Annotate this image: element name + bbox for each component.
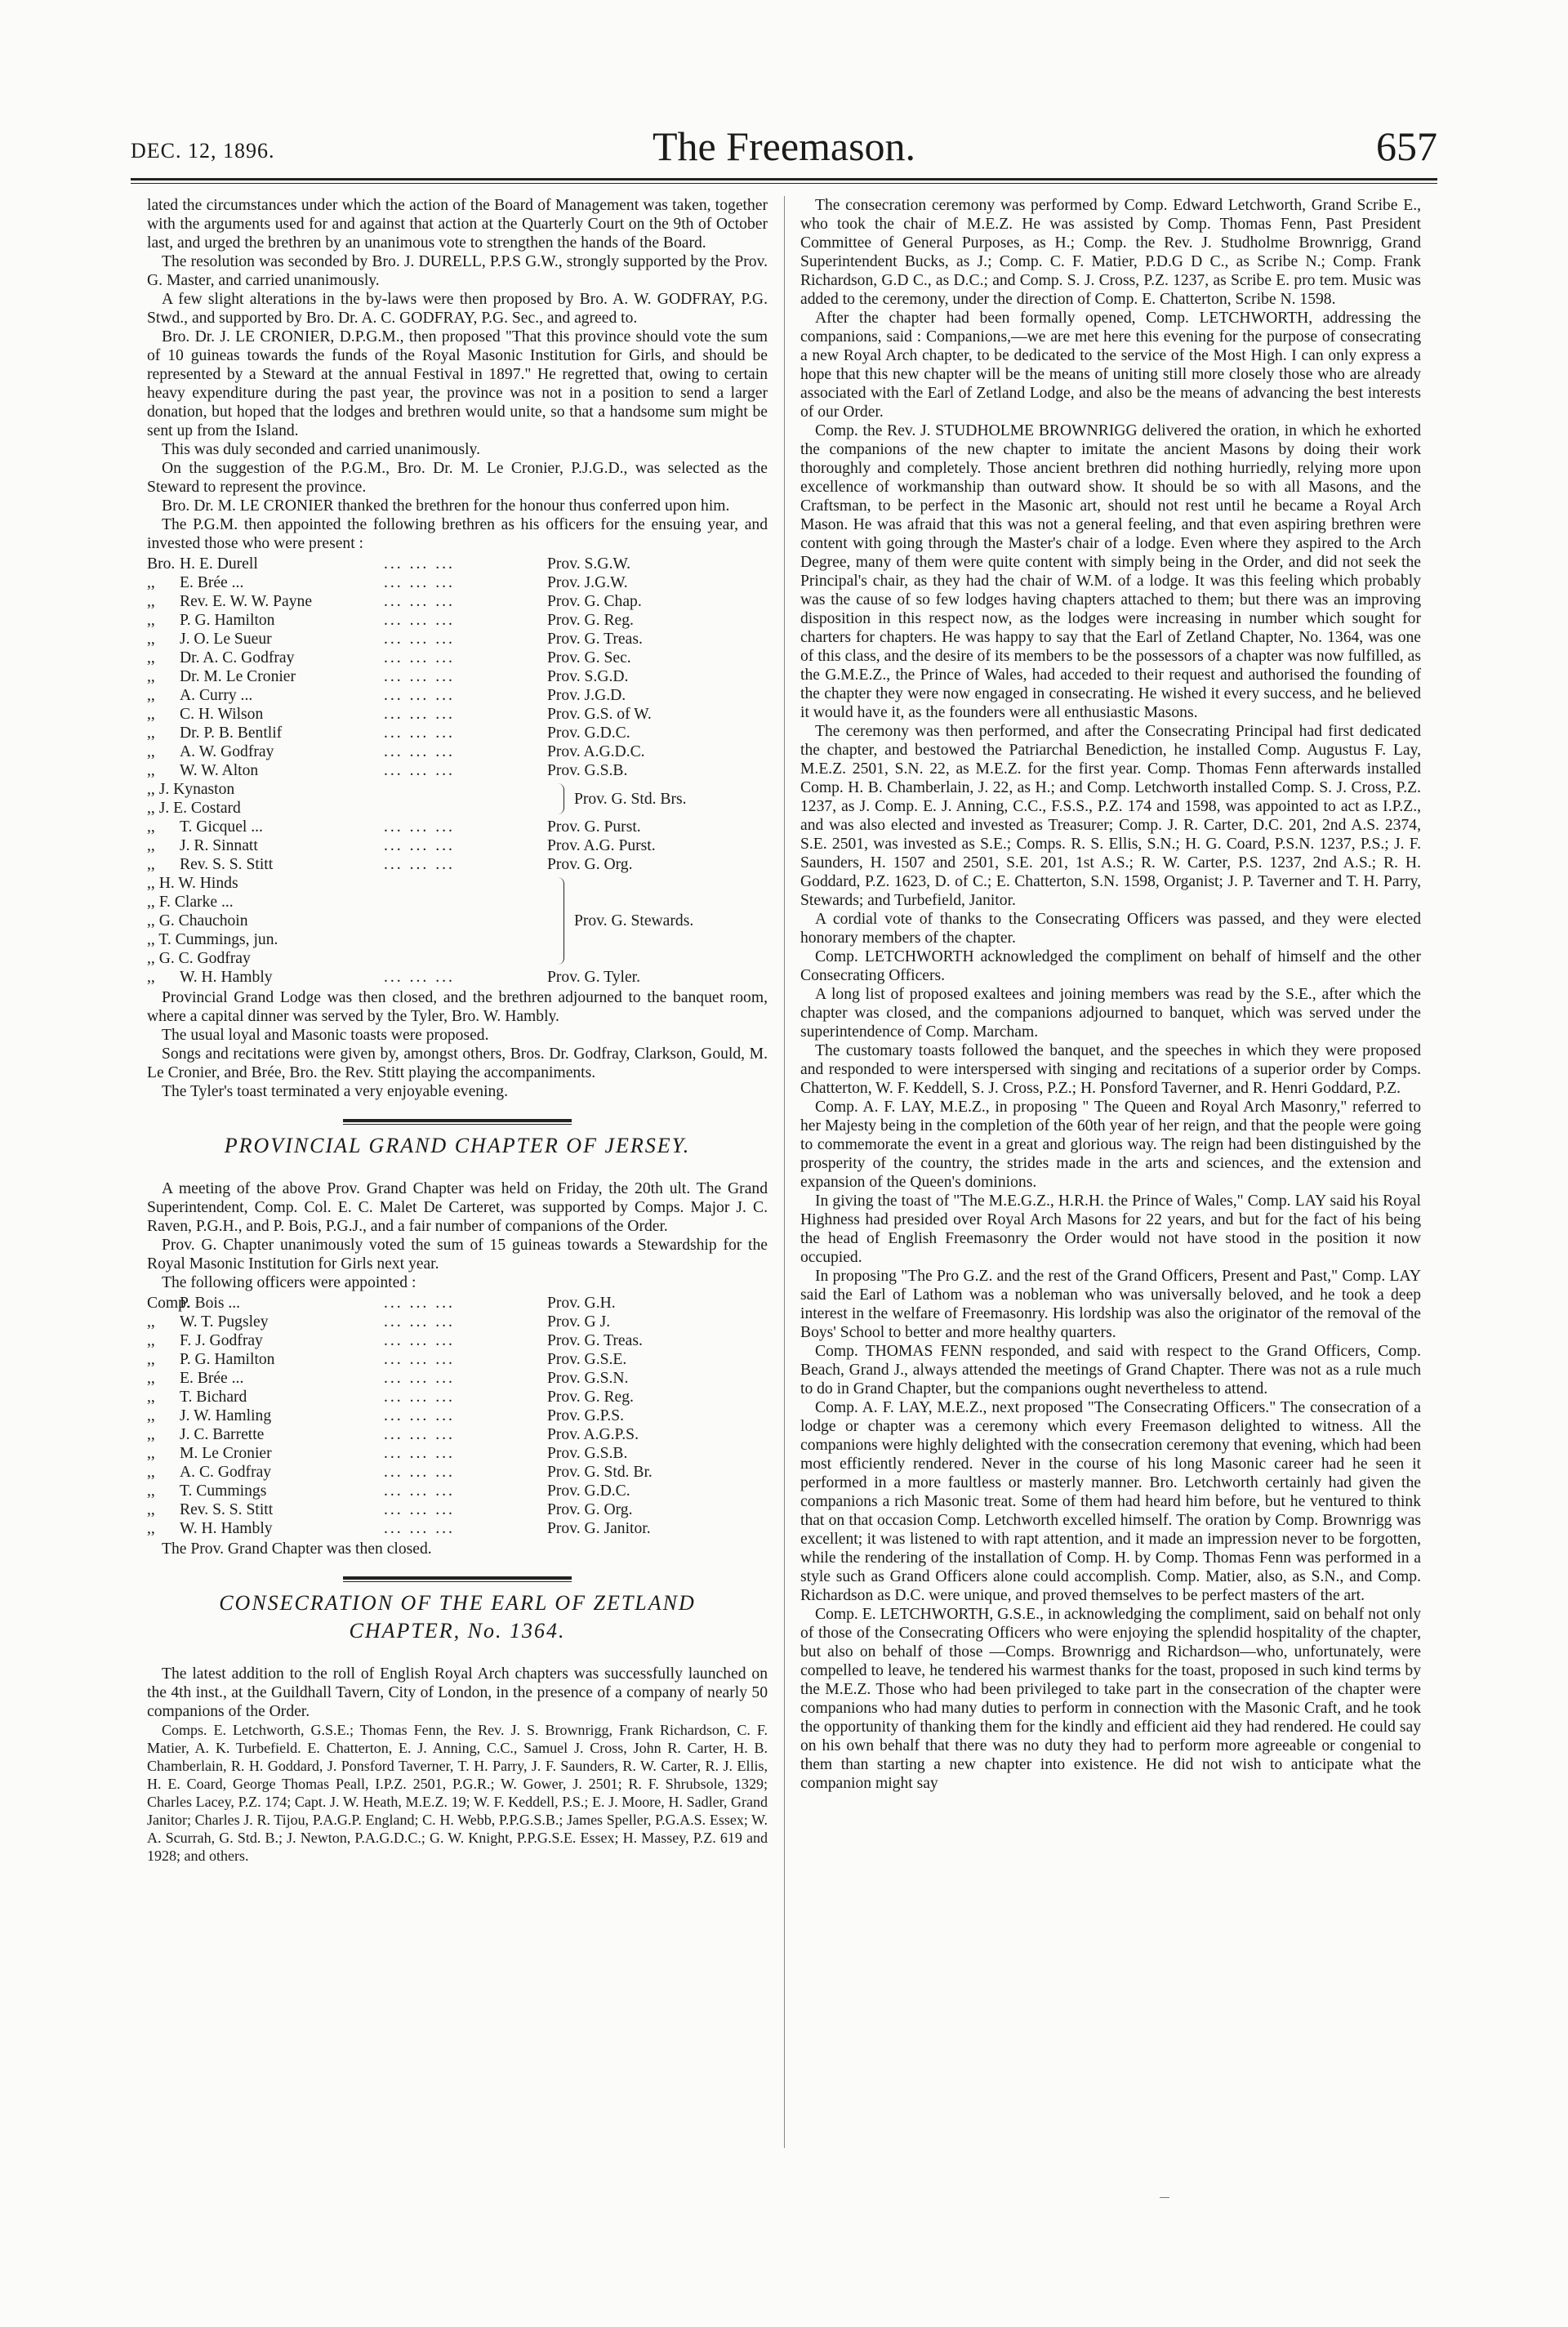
brace <box>547 783 564 814</box>
officer-name: W. T. Pugsley <box>180 1313 269 1331</box>
officer-office: Prov. G. Std. Brs. <box>574 790 687 808</box>
officer-prefix: ,, <box>147 1445 155 1462</box>
officer-dots: ... ... ... <box>384 1351 455 1368</box>
officer-row <box>147 1519 768 1538</box>
officer-office: Prov. G.H. <box>547 1295 616 1312</box>
officer-name: H. E. Durell <box>180 555 258 573</box>
officer-prefix: ,, <box>147 649 155 666</box>
officer-name: J. O. Le Sueur <box>180 631 272 648</box>
officer-prefix: ,, <box>147 687 155 704</box>
brace-names <box>147 780 547 818</box>
officer-prefix: ,, <box>147 743 155 760</box>
officer-prefix: ,, <box>147 574 155 591</box>
officer-dots: ... ... ... <box>384 724 455 742</box>
officer-office: Prov. G J. <box>547 1313 611 1331</box>
issue-date: DEC. 12, 1896. <box>131 139 275 163</box>
paragraph: The usual loyal and Masonic toasts were proposed. <box>162 1027 489 1044</box>
officer-prefix: ,, <box>147 1426 155 1443</box>
officer-prefix: ,, <box>147 593 155 610</box>
officer-office: Prov. G. Org. <box>547 856 633 873</box>
paragraph: Comp. E. LETCHWORTH, G.S.E., in acknowledging the compliment, said on behalf not only of those of the Consecrating Officers who were enjoying the splendid hospitality of the chapter, but also on behalf of those —Comps. Brownrigg and Richardson—who, unfortunately, were compelled to leave, he tendered his warmest thanks for the toast, proposed in such kind terms by the M.E.Z. Those who had been privileged to take part in the consecration of the chapter were companions who had many duties to perform in connection with the Masonic Craft, and he took the opportunity of thanking them for the kindly and efficient aid they had rendered. He could say on his own behalf that there was no duty they had to perform more agreeable or congenial to them than starting a new chapter into existence. He did not wish to anticipate what the companion might say <box>800 1606 1421 1792</box>
officer-dots: ... ... ... <box>384 706 455 723</box>
officer-office: Prov. G. Tyler. <box>547 969 641 986</box>
officer-dots: ... ... ... <box>384 818 455 836</box>
paragraph: Comp. A. F. LAY, M.E.Z., next proposed "The Consecrating Officers." The consecration of a lodge or chapter was a ceremony which every Freemason delighted to witness. All the companions were highly delighted with the consecration ceremony that evening, which had been most efficiently rendered. Never in the course of his long Masonic career had he seen it performed in a more faultless or masterly manner. Bro. Letchworth certainly had given the companions a rich Masonic treat. Some of them had heard him before, but he ventured to think that on that occasion Comp. Letchworth excelled himself. The oration by Comp. Brownrigg was excellent; it was listened to with rapt attention, and it made an impression never to be forgotten, while the rendering of the installation of Comp. H. by Comp. Thomas Fenn was performed in a style such as Grand Officers alone could accomplish. Comp. Matier, also, as S.N., and Comp. Richardson as D.C. were unique, and proved themselves to be perfect masters of the art. <box>800 1399 1421 1604</box>
officer-dots: ... ... ... <box>384 1370 455 1387</box>
brace-names <box>147 874 547 968</box>
officer-row <box>147 573 768 592</box>
officer-row <box>147 649 768 667</box>
officer-name: Rev. E. W. W. Payne <box>180 593 313 610</box>
officer-dots: ... ... ... <box>384 856 455 873</box>
paragraph: The resolution was seconded by Bro. J. DURELL, P.P.S G.W., strongly supported by the Prov. G. Master, and carried unanimously. <box>147 253 768 289</box>
officer-office: Prov. G. Treas. <box>547 631 643 648</box>
officer-row <box>147 667 768 686</box>
officer-office: Prov. G. Purst. <box>547 818 641 836</box>
officer-row <box>147 724 768 742</box>
officer-dots: ... ... ... <box>384 969 455 986</box>
footer-mark <box>1160 2197 1169 2198</box>
officer-prefix: ,, <box>147 1370 155 1387</box>
officer-prefix: ,, <box>147 724 155 742</box>
paragraph: lated the circumstances under which the action of the Board of Management was taken, together with the arguments used for and against that action at the Quarterly Court on the 9th of October last, and urged the brethren by an unanimous vote to strengthen the hands of the Board. <box>147 197 768 252</box>
officer-prefix: ,, <box>147 1520 155 1537</box>
officer-name: P. Bois ... <box>180 1295 241 1312</box>
section-heading: CHAPTER, No. 1364. <box>349 1619 566 1643</box>
officer-office: Prov. J.G.W. <box>547 574 628 591</box>
officer-row <box>147 1482 768 1500</box>
officer-row <box>147 705 768 724</box>
officer-office: Prov. G.S.B. <box>547 762 628 779</box>
officer-name: J. C. Barrette <box>180 1426 265 1443</box>
officer-name: M. Le Cronier <box>180 1445 272 1462</box>
officer-row <box>147 818 768 836</box>
paragraph: Comp. A. F. LAY, M.E.Z., in proposing " The Queen and Royal Arch Masonry," referred to her Majesty being in the completion of the 60th year of her reign, and that the people were going to commemorate the event in a great and glorious way. The reign had been distinguished by the prosperity of the country, the strides made in the arts and sciences, and the extension and expansion of the Queen's dominions. <box>800 1099 1421 1191</box>
paragraph: The customary toasts followed the banquet, and the speeches in which they were proposed and responded to were interspersed with singing and recitations of a superior order by Comps. Chatterton, W. F. Keddell, S. J. Cross, P.Z.; H. Ponsford Taverner, and R. Henri Goddard, P.Z. <box>800 1042 1421 1097</box>
officer-name: ,, H. W. Hinds <box>147 875 238 892</box>
officer-office: Prov. G. Janitor. <box>547 1520 651 1537</box>
column-divider <box>784 196 785 2148</box>
officer-dots: ... ... ... <box>384 1426 455 1443</box>
officer-dots: ... ... ... <box>384 1520 455 1537</box>
officer-name: ,, T. Cummings, jun. <box>147 931 278 948</box>
officer-office: Prov. G. Org. <box>547 1501 633 1518</box>
paragraph: Comp. LETCHWORTH acknowledged the compliment on behalf of himself and the other Consecrating Officers. <box>800 948 1421 984</box>
officer-name: T. Gicquel ... <box>180 818 263 836</box>
officer-name: T. Bichard <box>180 1389 247 1406</box>
officer-office: Prov. A.G.D.C. <box>547 743 645 760</box>
paragraph: Songs and recitations were given by, amongst others, Bros. Dr. Godfray, Clarkson, Gould, M. Le Cronier, and Brée, Bro. the Rev. Stitt playing the accompaniments. <box>147 1045 768 1081</box>
officer-name: ,, G. Chauchoin <box>147 912 248 929</box>
officer-name: A. Curry ... <box>180 687 253 704</box>
paragraph: Bro. Dr. J. LE CRONIER, D.P.G.M., then proposed "That this province should vote the sum of 10 guineas towards the funds of the Royal Masonic Institution for Girls, and should be represented by a Steward at the annual Festival in 1897." He regretted that, owing to certain heavy expenditure during the past year, the province was not in a position to send a larger donation, but hoped that the lodges and brethren would unite, so that a handsome sum might be sent up from the Island. <box>147 328 768 439</box>
officer-row <box>147 1313 768 1331</box>
officer-prefix: ,, <box>147 762 155 779</box>
officer-row <box>147 686 768 705</box>
officer-name: Dr. A. C. Godfray <box>180 649 295 666</box>
officer-name: Rev. S. S. Stitt <box>180 1501 274 1518</box>
officer-name: Dr. M. Le Cronier <box>180 668 296 685</box>
officer-row <box>147 611 768 630</box>
officer-prefix: ,, <box>147 1332 155 1349</box>
paragraph: The consecration ceremony was performed by Comp. Edward Letchworth, Grand Scribe E., who took the chair of M.E.Z. He was assisted by Comp. Thomas Fenn, Past President Committee of General Purposes, as H.; Comp. the Rev. J. Studholme Brownrigg, Grand Superintendent Bucks, as J.; Comp. C. F. Matier, P.D.G D C., as Scribe N.; Comp. Frank Richardson, G.D C., as D.C.; and Comp. S. J. Cross, P.Z. 1237, as Scribe E. pro tem. Music was added to the ceremony, under the direction of Comp. E. Chatterton, Scribe N. 1598. <box>800 197 1421 308</box>
officer-dots: ... ... ... <box>384 762 455 779</box>
paragraph: On the suggestion of the P.G.M., Bro. Dr. M. Le Cronier, P.J.G.D., was selected as the Steward to represent the province. <box>147 460 768 496</box>
chapter-officers-list <box>147 1294 768 1538</box>
officer-dots: ... ... ... <box>384 1295 455 1312</box>
left-column <box>147 196 768 1865</box>
officer-prefix: ,, <box>147 1407 155 1424</box>
officer-dots: ... ... ... <box>384 1332 455 1349</box>
officer-prefix: ,, <box>147 1351 155 1368</box>
officer-dots: ... ... ... <box>384 593 455 610</box>
officer-row <box>147 1500 768 1519</box>
officer-prefix: ,, <box>147 631 155 648</box>
officer-dots: ... ... ... <box>384 1313 455 1331</box>
officer-office: Prov. G.S. of W. <box>547 706 652 723</box>
officer-name: F. J. Godfray <box>180 1332 263 1349</box>
right-column <box>800 196 1421 1793</box>
officer-dots: ... ... ... <box>384 1389 455 1406</box>
officer-office: Prov. G. Reg. <box>547 612 634 629</box>
officer-dots: ... ... ... <box>384 649 455 666</box>
officer-dots: ... ... ... <box>384 555 455 573</box>
officer-prefix: ,, <box>147 612 155 629</box>
masthead <box>131 123 1437 172</box>
officer-row <box>147 1350 768 1369</box>
paragraph: The following officers were appointed : <box>162 1274 416 1291</box>
officer-row <box>147 1369 768 1388</box>
officer-dots: ... ... ... <box>384 837 455 854</box>
paragraph: Provincial Grand Lodge was then closed, and the brethren adjourned to the banquet room, where a capital dinner was served by the Tyler, Bro. W. Hambly. <box>147 989 768 1025</box>
officer-dots: ... ... ... <box>384 1482 455 1500</box>
officer-office: Prov. A.G. Purst. <box>547 837 656 854</box>
officer-prefix: ,, <box>147 706 155 723</box>
paragraph: Prov. G. Chapter unanimously voted the sum of 15 guineas towards a Stewardship for the Royal Masonic Institution for Girls next year. <box>147 1237 768 1273</box>
paragraph: Comp. THOMAS FENN responded, and said with respect to the Grand Officers, Comp. Beach, Grand J., always attended the meetings of Grand Chapter. There was not as a rule much to do in Grand Chapter, but the companions ought nevertheless to attend. <box>800 1343 1421 1398</box>
officer-office: Prov. G. Sec. <box>547 649 631 666</box>
page-number: 657 <box>1376 123 1437 169</box>
officer-dots: ... ... ... <box>384 631 455 648</box>
officer-name: W. H. Hambly <box>180 969 273 986</box>
officer-name: A. W. Godfray <box>180 743 274 760</box>
officer-prefix: ,, <box>147 1313 155 1331</box>
lodge-officers-list <box>147 555 768 987</box>
officer-prefix: ,, <box>147 1464 155 1481</box>
officer-office: Prov. G. Reg. <box>547 1389 634 1406</box>
officer-name: E. Brée ... <box>180 574 244 591</box>
officer-prefix: ,, <box>147 1482 155 1500</box>
paragraph: In giving the toast of "The M.E.G.Z., H.R.H. the Prince of Wales," Comp. LAY said his Royal Highness had presided over Royal Arch Masons for 22 years, and but for the fact of his being the head of English Freemasonry the Order would not have stood in the position it now occupied. <box>800 1192 1421 1266</box>
officer-row <box>147 1331 768 1350</box>
paragraph: This was duly seconded and carried unanimously. <box>162 441 480 458</box>
officer-dots: ... ... ... <box>384 687 455 704</box>
paragraph: The Prov. Grand Chapter was then closed. <box>162 1540 432 1558</box>
paragraph: Comp. the Rev. J. STUDHOLME BROWNRIGG delivered the oration, in which he exhorted the companions of the new chapter to imitate the ancient Masons by doing their work thoroughly and completely. Those ancient brethren did nothing hurriedly, relying more upon excellence of workmanship than outward show. It should be so with all Masons, and the Craftsman, to be perfect in the Masonic art, should not rest until he became a Royal Arch Mason. He was afraid that this was not a general feeling, and that even aspiring brethren were content with going through the Master's chair of a lodge. Even where they aspired to the Arch Degree, many of them were quite content with simply being in the Order, and did not seek the Principal's chair, as they had the chair of W.M. of a lodge. It was this feeling which probably was the cause of so few lodges having chapters attached to them; but there was an improving disposition in this respect now, as the lodges were increasing in number which sought for charters for chapters. He was happy to say that the Earl of Zetland Chapter, No. 1364, was one of this class, and the desire of its members to be the possessors of a chapter was now fulfilled, as the G.M.E.Z., the Prince of Wales, had acceded to their request and authorised the founding of the chapter they were now engaged in consecrating. He wished it every success, and he believed it would have it, as the founders were all enthusiastic Masons. <box>800 422 1421 721</box>
section-heading: PROVINCIAL GRAND CHAPTER OF JERSEY. <box>224 1134 691 1157</box>
officer-group <box>147 555 768 780</box>
officer-dots: ... ... ... <box>384 1501 455 1518</box>
officer-name: Dr. P. B. Bentlif <box>180 724 283 742</box>
paragraph: A long list of proposed exaltees and joining members was read by the S.E., after which the chapter was closed, and the companions adjourned to banquet, which was served under the superintendence of Comp. Marcham. <box>800 986 1421 1041</box>
officer-dots: ... ... ... <box>384 1464 455 1481</box>
paragraph: In proposing "The Pro G.Z. and the rest of the Grand Officers, Present and Past," Comp. LAY said the Earl of Lathom was a nobleman who was universally beloved, and he took a deep interest in the welfare of Freemasonry. His lordship was also the originator of the removal of the Boys' School to better and more healthy quarters. <box>800 1268 1421 1341</box>
officer-office: Prov. G.D.C. <box>547 724 630 742</box>
paragraph: Bro. Dr. M. LE CRONIER thanked the brethren for the honour thus conferred upon him. <box>162 497 730 515</box>
officer-prefix: ,, <box>147 856 155 873</box>
officer-office: Prov. G. Treas. <box>547 1332 643 1349</box>
officer-row <box>147 1406 768 1425</box>
officer-row <box>147 630 768 649</box>
officer-row <box>147 1444 768 1463</box>
officer-row <box>147 592 768 611</box>
officer-prefix: ,, <box>147 668 155 685</box>
officer-group <box>147 818 768 874</box>
officer-prefix: ,, <box>147 1501 155 1518</box>
officer-dots: ... ... ... <box>384 574 455 591</box>
officer-office: Prov. A.G.P.S. <box>547 1426 639 1443</box>
masthead-rule <box>131 178 1437 181</box>
paragraph: A meeting of the above Prov. Grand Chapter was held on Friday, the 20th ult. The Grand Superintendent, Comp. Col. E. C. Malet De Carteret, was supported by Comps. Major J. C. Raven, P.G.H., and P. Bois, P.G.J., and a fair number of companions of the Order. <box>147 1180 768 1235</box>
officer-dots: ... ... ... <box>384 1445 455 1462</box>
officer-brace-group <box>147 780 768 818</box>
officer-office: Prov. G.P.S. <box>547 1407 625 1424</box>
officer-office: Prov. J.G.D. <box>547 687 626 704</box>
officer-brace-group <box>147 874 768 968</box>
officer-dots: ... ... ... <box>384 743 455 760</box>
officer-prefix: Bro. <box>147 555 176 573</box>
officer-dots: ... ... ... <box>384 1407 455 1424</box>
officer-name: ,, J. E. Costard <box>147 800 241 817</box>
officer-name: J. W. Hamling <box>180 1407 272 1424</box>
officer-office: Prov. G.S.B. <box>547 1445 628 1462</box>
brace <box>547 877 564 965</box>
officer-row <box>147 1463 768 1482</box>
masthead-rule-thin <box>131 183 1437 184</box>
newspaper-title: The Freemason. <box>652 123 916 169</box>
officer-dots: ... ... ... <box>384 612 455 629</box>
officer-name: A. C. Godfray <box>180 1464 272 1481</box>
officer-row <box>147 968 768 987</box>
officer-name: Rev. S. S. Stitt <box>180 856 274 873</box>
officer-row <box>147 742 768 761</box>
section-ornament <box>343 1573 572 1585</box>
paragraph: Comps. E. Letchworth, G.S.E.; Thomas Fenn, the Rev. J. S. Brownrigg, Frank Richardson, C. F. Matier, A. K. Turbefield. E. Chatterton, E. J. Anning, C.C., Samuel J. Cross, John R. Carter, H. B. Chamberlain, R. H. Goddard, J. Ponsford Taverner, T. H. Parry, J. F. Saunders, R. W. Carter, R. J. Ellis, H. E. Coard, George Thomas Peall, I.P.Z. 2501, P.G.R.; W. Gower, J. 2501; R. F. Shrubsole, 1329; Charles Lacey, P.Z. 174; Capt. J. W. Heath, M.E.Z. 19; W. F. Keddell, P.S.; E. J. Moore, H. Sadler, Grand Janitor; Charles J. R. Tijou, P.A.G.P. England; C. H. Webb, P.P.G.S.B.; James Speller, P.G.A.S. Essex; W. A. Scurrah, G. Std. B.; J. Newton, P.A.G.D.C.; G. W. Knight, P.P.G.S.E. Essex; H. Massey, P.Z. 619 and 1928; and others. <box>147 1722 768 1864</box>
paragraph: A cordial vote of thanks to the Consecrating Officers was passed, and they were elected honorary members of the chapter. <box>800 911 1421 947</box>
officer-prefix: Comp. <box>147 1295 190 1312</box>
section-heading: CONSECRATION OF THE EARL OF ZETLAND <box>219 1591 696 1615</box>
officer-office: Prov. S.G.W. <box>547 555 630 573</box>
officer-row <box>147 761 768 780</box>
officer-name: ,, J. Kynaston <box>147 781 235 798</box>
officer-dots: ... ... ... <box>384 668 455 685</box>
officer-prefix: ,, <box>147 1389 155 1406</box>
officer-name: P. G. Hamilton <box>180 612 275 629</box>
officer-office: Prov. G.S.E. <box>547 1351 627 1368</box>
officer-row <box>147 836 768 855</box>
officer-name: ,, F. Clarke ... <box>147 894 234 911</box>
officer-row <box>147 1294 768 1313</box>
paragraph: The Tyler's toast terminated a very enjoyable evening. <box>162 1083 509 1100</box>
officer-office: Prov. G.S.N. <box>547 1370 629 1387</box>
paragraph: The latest addition to the roll of English Royal Arch chapters was successfully launched on the 4th inst., at the Guildhall Tavern, City of London, in the presence of a company of nearly 50 companions of the Order. <box>147 1665 768 1720</box>
paragraph: The ceremony was then performed, and after the Consecrating Principal had first dedicated the chapter, and bestowed the Patriarchal Benediction, he installed Comp. Augustus F. Lay, M.E.Z. 2501, S.N. 22, as M.E.Z. for the first year. Comp. Thomas Fenn afterwards installed Comp. H. B. Chamberlain, J. 22, as H.; and Comp. Letchworth installed Comp. S. J. Cross, P.Z. 1237, as J. Comp. E. J. Anning, C.C., F.S.S., P.Z. 174 and 1598, was appointed to act as I.P.Z., and was also elected and invested as Treasurer; Comp. J. R. Carter, D.C. 201, 2nd A.S. 2374, S.E. 2501, was invested as S.E.; Comps. R. S. Ellis, S.N.; H. G. Coard, P.S.N. 1237, P.S.; J. F. Saunders, H. 1507 and 2501, S.E. 201, 1st A.S.; R. W. Carter, P.S. 1237, 2nd A.S.; R. H. Goddard, P.Z. 1623, D. of C.; E. Chatterton, S.N. 1598, Organist; J. P. Taverner and T. H. Parry, Stewards; and Turbefield, Janitor. <box>800 723 1421 909</box>
paragraph: A few slight alterations in the by-laws were then proposed by Bro. A. W. GODFRAY, P.G. Stwd., and supported by Bro. Dr. A. C. GODFRAY, P.G. Sec., and agreed to. <box>147 291 768 327</box>
officer-name: C. H. Wilson <box>180 706 264 723</box>
officer-name: E. Brée ... <box>180 1370 244 1387</box>
officer-name: P. G. Hamilton <box>180 1351 275 1368</box>
officer-office: Prov. G.D.C. <box>547 1482 630 1500</box>
officer-row <box>147 855 768 874</box>
officer-name: W. H. Hambly <box>180 1520 273 1537</box>
officer-name: W. W. Alton <box>180 762 259 779</box>
officer-prefix: ,, <box>147 837 155 854</box>
officer-row <box>147 1388 768 1406</box>
officer-name: ,, G. C. Godfray <box>147 950 251 967</box>
officer-row <box>147 555 768 573</box>
officer-name: J. R. Sinnatt <box>180 837 258 854</box>
officer-office: Prov. G. Std. Br. <box>547 1464 653 1481</box>
officer-prefix: ,, <box>147 969 155 986</box>
officer-office: Prov. G. Stewards. <box>574 912 694 929</box>
paragraph: The P.G.M. then appointed the following brethren as his officers for the ensuing year, and invested those who were present : <box>147 516 768 552</box>
section-ornament <box>343 1116 572 1127</box>
paragraph: After the chapter had been formally opened, Comp. LETCHWORTH, addressing the companions, said : Companions,—we are met here this evening for the purpose of consecrating a new Royal Arch chapter, to be dedicated to the service of the Most High. I can only express a hope that this new chapter will be the means of uniting still more closely those who are already associated with the Earl of Zetland Lodge, and also be the means of advancing the best interests of our Order. <box>800 310 1421 421</box>
officer-name: T. Cummings <box>180 1482 267 1500</box>
officer-prefix: ,, <box>147 818 155 836</box>
officer-office: Prov. G. Chap. <box>547 593 642 610</box>
officer-office: Prov. S.G.D. <box>547 668 629 685</box>
officer-row <box>147 1425 768 1444</box>
